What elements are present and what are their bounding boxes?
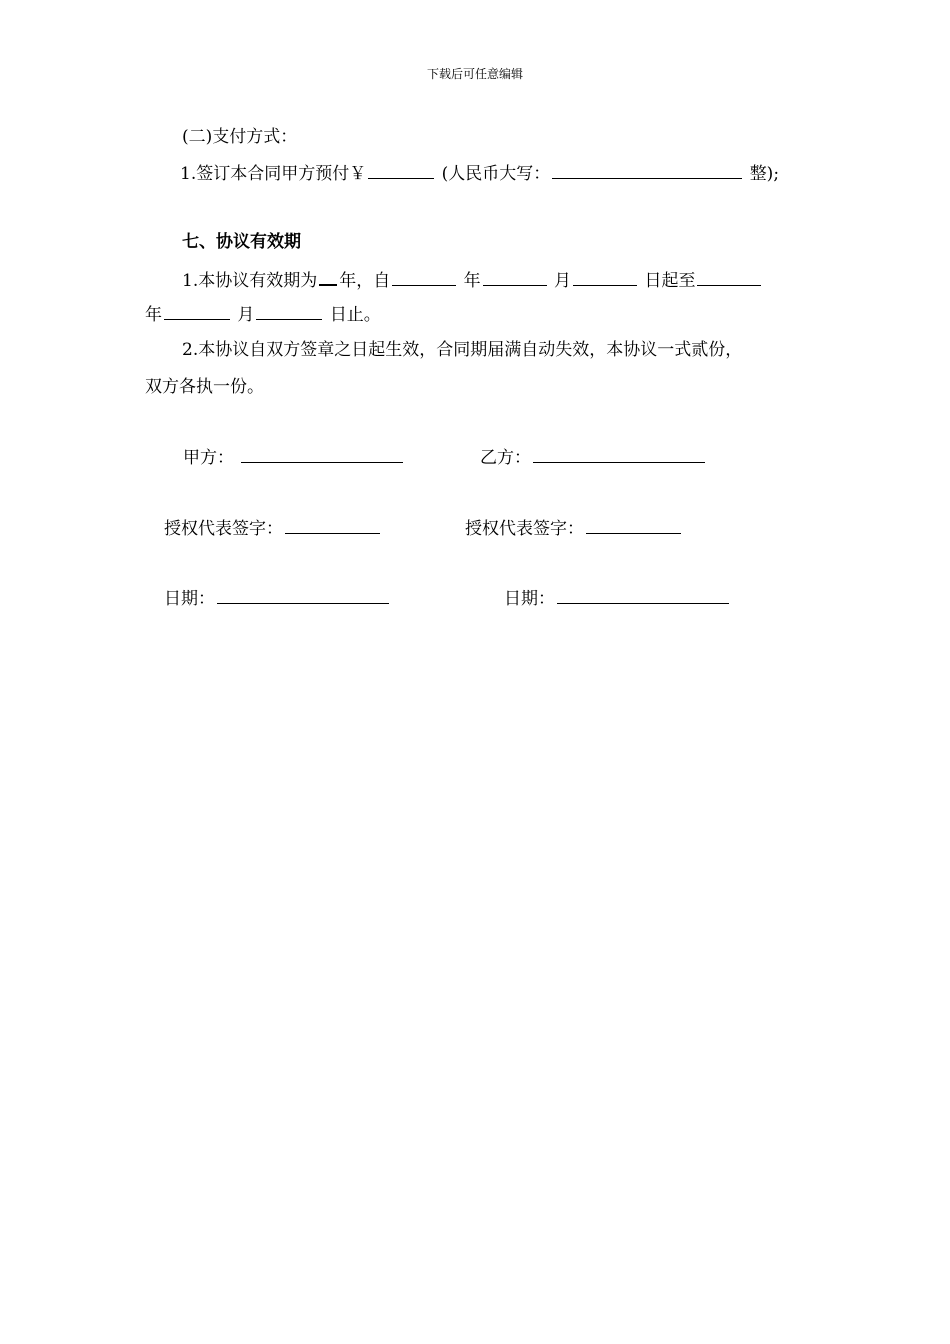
date-b-row (504, 585, 731, 611)
party-b-blank (533, 444, 705, 463)
start-year-blank (392, 267, 456, 286)
date-a-row (164, 585, 391, 611)
validity-item-1-line-2 (145, 301, 381, 327)
date-b-blank (557, 585, 729, 604)
advance-amount-blank (368, 160, 434, 179)
validity-title: 七、协议有效期 (182, 232, 301, 252)
start-month-blank (483, 267, 547, 286)
end-day-word: 日止。 (329, 305, 381, 325)
start-year-word: 年 (463, 271, 481, 291)
start-day-blank (573, 267, 637, 286)
date-a-blank (217, 585, 389, 604)
payment-prefix: 1.签订本合同甲方预付￥ (180, 164, 367, 184)
rep-a-row (164, 515, 382, 541)
end-month-blank (164, 301, 230, 320)
party-b-label: 乙方： (480, 448, 531, 468)
rep-b-label: 授权代表签字： (465, 519, 584, 539)
payment-line-1 (180, 160, 779, 186)
start-day-to-word: 日起至 (644, 271, 696, 291)
rep-a-label: 授权代表签字： (164, 519, 283, 539)
end-month-word: 月 (237, 305, 255, 325)
payment-suffix: 整); (749, 164, 780, 184)
validity-item-1-line-1 (182, 266, 763, 293)
end-year-blank-part (697, 267, 761, 286)
years-blank (319, 266, 337, 286)
party-a-label: 甲方： (183, 448, 234, 468)
party-a-row (183, 444, 405, 470)
rmb-uppercase-blank (552, 160, 742, 179)
end-year-word: 年 (145, 305, 162, 325)
party-b-row (480, 444, 707, 470)
validity-prefix: 1.本协议有效期为 (182, 271, 318, 291)
party-a-blank (241, 444, 403, 463)
payment-title: (二)支付方式： (182, 127, 298, 147)
rep-a-blank (285, 515, 380, 534)
date-b-label: 日期： (504, 589, 555, 609)
rep-b-blank (586, 515, 681, 534)
validity-year-word: 年，自 (339, 271, 391, 291)
validity-item-2-line-2: 双方各执一份。 (145, 377, 264, 397)
rep-b-row (465, 515, 683, 541)
validity-item-2-line-1: 2.本协议自双方签章之日起生效，合同期届满自动失效，本协议一式贰份， (182, 340, 743, 360)
start-month-word: 月 (554, 271, 572, 291)
payment-mid: (人民币大写： (441, 164, 551, 184)
end-day-blank (256, 301, 322, 320)
page-header: 下载后可任意编辑 (426, 67, 523, 81)
date-a-label: 日期： (164, 589, 215, 609)
